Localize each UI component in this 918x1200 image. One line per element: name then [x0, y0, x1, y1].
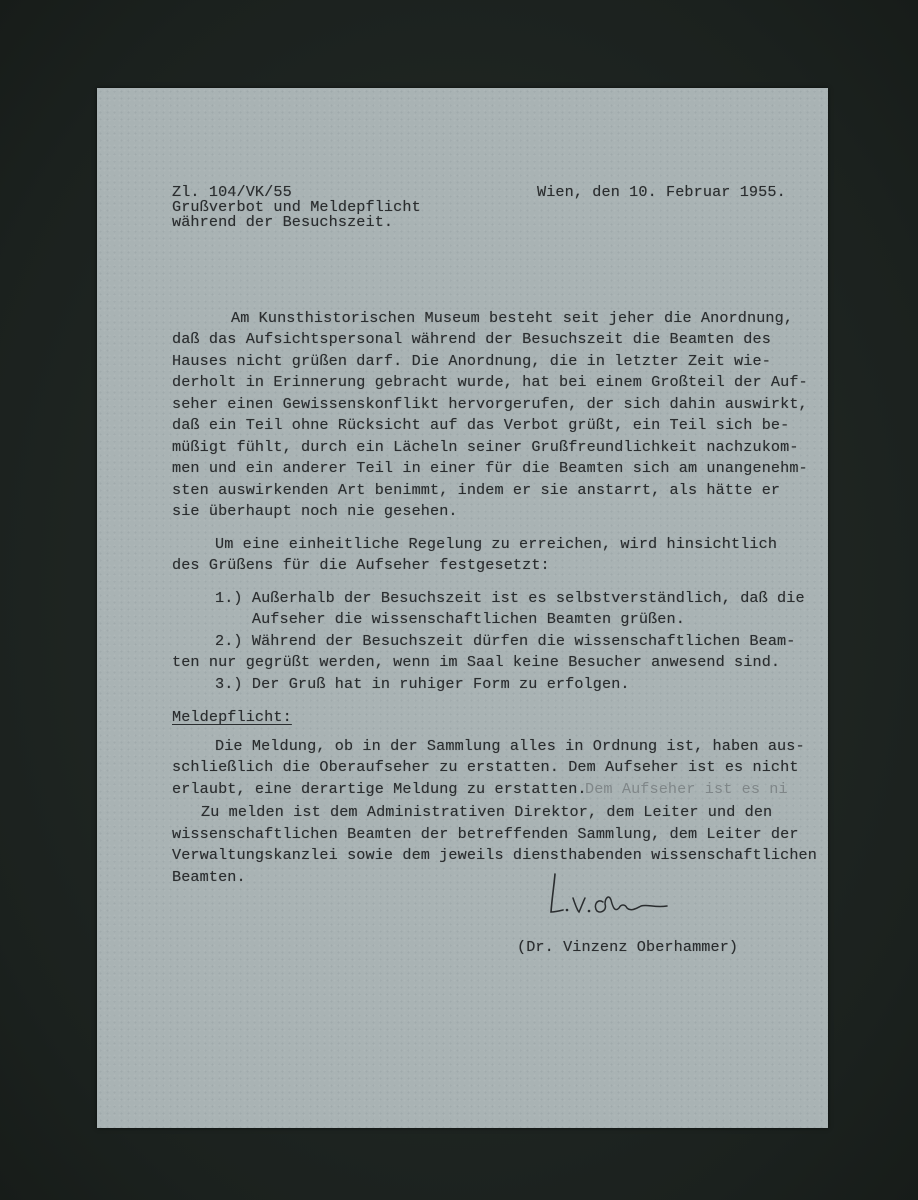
- rule-item: Aufseher die wissenschaftlichen Beamten grüßen.: [215, 610, 685, 628]
- text-line: Hauses nicht grüßen darf. Die Anordnung, die in letzter Zeit wie-: [172, 352, 771, 370]
- text-line: Am Kunsthistorischen Museum besteht seit jeher die Anordnung,: [231, 309, 794, 327]
- subject-line: Grußverbot und Meldepflicht: [172, 198, 421, 216]
- letter-sheet: [97, 88, 828, 1128]
- text-line: daß ein Teil ohne Rücksicht auf das Verbot grüßt, ein Teil sich be-: [172, 416, 790, 434]
- text-line: seher einen Gewissenskonflikt hervorgerufen, der sich dahin auswirkt,: [172, 395, 808, 413]
- rule-item: 2.) Während der Besuchszeit dürfen die wissenschaftlichen Beam-: [215, 632, 796, 650]
- text-line: Zu melden ist dem Administrativen Direktor, dem Leiter und den: [201, 803, 773, 821]
- rule-item: ten nur gegrüßt werden, wenn im Saal keine Besucher anwesend sind.: [172, 653, 781, 671]
- text-line: Verwaltungskanzlei sowie dem jeweils diensthabenden wissenschaftlichen: [172, 846, 817, 864]
- text-line: Um eine einheitliche Regelung zu erreichen, wird hinsichtlich: [215, 535, 778, 553]
- text-line: derholt in Erinnerung gebracht wurde, hat bei einem Großteil der Auf-: [172, 373, 808, 391]
- text-line: Beamten.: [172, 868, 246, 886]
- text-line: wissenschaftlichen Beamten der betreffenden Sammlung, dem Leiter der: [172, 825, 799, 843]
- place-date: Wien, den 10. Februar 1955.: [537, 183, 786, 201]
- text-line: sie überhaupt noch nie gesehen.: [172, 502, 458, 520]
- text-line: daß das Aufsichtspersonal während der Besuchszeit die Beamten des: [172, 330, 771, 348]
- rule-item: 3.) Der Gruß hat in ruhiger Form zu erfolgen.: [215, 675, 630, 693]
- text-line: müßigt fühlt, durch ein Lächeln seiner Grußfreundlichkeit nachzukom-: [172, 438, 799, 456]
- section-heading: Meldepflicht:: [172, 708, 292, 726]
- handwritten-signature: [545, 868, 675, 924]
- text-line: erlaubt, eine derartige Meldung zu erstatten.: [172, 780, 587, 798]
- struck-text: Dem Aufseher ist es ni: [585, 780, 788, 798]
- text-line: schließlich die Oberaufseher zu erstatten. Dem Aufseher ist es nicht: [172, 758, 799, 776]
- signatory-name: (Dr. Vinzenz Oberhammer): [517, 938, 739, 956]
- reference-number: Zl. 104/VK/55: [172, 183, 292, 201]
- rule-item: 1.) Außerhalb der Besuchszeit ist es selbstverständlich, daß die: [215, 589, 805, 607]
- text-line: des Grüßens für die Aufseher festgesetzt:: [172, 556, 550, 574]
- text-line: Die Meldung, ob in der Sammlung alles in Ordnung ist, haben aus-: [215, 737, 805, 755]
- text-line: sten auswirkenden Art benimmt, indem er sie anstarrt, als hätte er: [172, 481, 781, 499]
- subject-line: während der Besuchszeit.: [172, 213, 394, 231]
- text-line: men und ein anderer Teil in einer für die Beamten sich am unangenehm-: [172, 459, 808, 477]
